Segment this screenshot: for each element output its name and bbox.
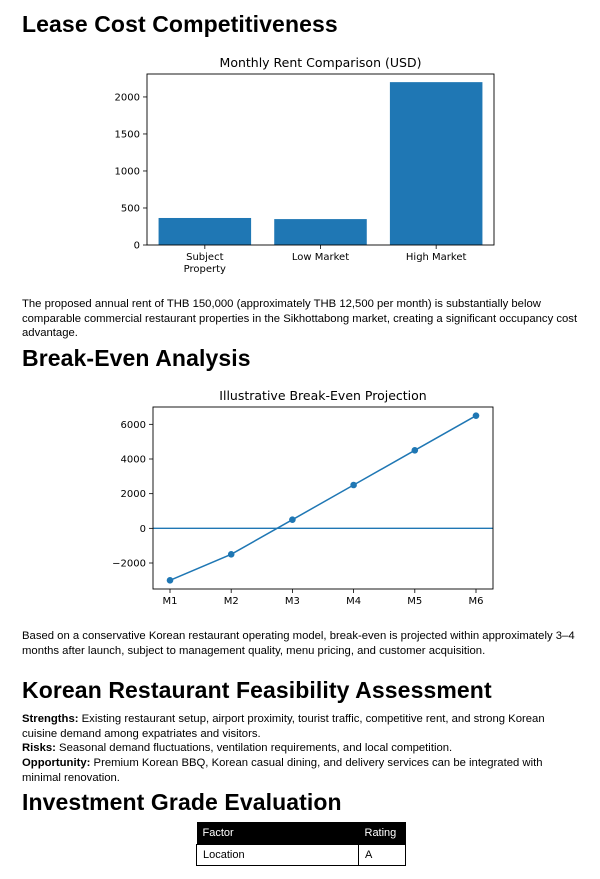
x-tick-label: M5	[407, 596, 423, 607]
x-tick-label: High Market	[405, 252, 467, 263]
breakeven-chart-svg	[0, 383, 600, 613]
data-point	[350, 482, 357, 489]
section-heading-breakeven: Break-Even Analysis	[22, 345, 251, 371]
section-heading-feasibility: Korean Restaurant Feasibility Assessment	[22, 677, 492, 703]
x-tick-label: Low Market	[291, 252, 350, 263]
bar	[390, 82, 483, 245]
y-tick-label: 1000	[114, 166, 140, 178]
table-cell-factor: Location	[197, 845, 359, 866]
table-header-factor: Factor	[197, 822, 359, 845]
opportunity-text: Premium Korean BBQ, Korean casual dining, and delivery services can be integrated with minimal renovation.	[22, 757, 543, 784]
x-tick-label: Property	[183, 264, 226, 275]
data-point	[289, 516, 296, 523]
risks-label: Risks:	[22, 742, 56, 754]
y-tick-label: 1500	[114, 129, 140, 141]
x-tick-label: M2	[223, 596, 239, 607]
x-tick-label: Subject	[186, 252, 224, 263]
x-tick-label: M4	[346, 596, 362, 607]
data-point	[412, 447, 419, 454]
y-tick-label: 500	[120, 203, 140, 215]
investment-grade-table	[196, 822, 406, 866]
y-tick-label: 2000	[114, 92, 140, 104]
bar	[159, 218, 252, 245]
breakeven-paragraph: Based on a conservative Korean restaurant operating model, break-even is projected within approximately 3–4 months after launch, subject to management quality, menu pricing, and customer acquisition.	[22, 630, 575, 657]
y-tick-label: 0	[133, 240, 140, 252]
data-point	[167, 577, 174, 584]
x-tick-label: M1	[162, 596, 178, 607]
y-tick-label: 2000	[120, 489, 146, 501]
risks-paragraph	[22, 741, 582, 756]
table-header-rating: Rating	[359, 822, 406, 845]
series-line	[170, 416, 476, 581]
section-heading-lease: Lease Cost Competitiveness	[22, 11, 338, 37]
rent-comparison-chart	[0, 50, 600, 285]
table-header-row	[197, 822, 406, 845]
strengths-paragraph	[22, 712, 582, 741]
chart-title: Illustrative Break-Even Projection	[219, 388, 427, 403]
breakeven-chart	[0, 383, 600, 613]
section-heading-investment: Investment Grade Evaluation	[22, 789, 342, 815]
strengths-text: Existing restaurant setup, airport proximity, tourist traffic, competitive rent, and strong Korean cuisine demand among expatriates and visitors.	[22, 713, 545, 740]
y-tick-label: 6000	[120, 419, 146, 431]
table-cell-rating: A	[359, 845, 406, 866]
y-tick-label: 0	[139, 523, 146, 535]
x-tick-label: M6	[468, 596, 484, 607]
data-point	[473, 412, 480, 419]
y-tick-label: −2000	[112, 558, 146, 570]
lease-paragraph: The proposed annual rent of THB 150,000 (approximately THB 12,500 per month) is substantially below comparable commercial restaurant properties in the Sikhottabong market, creating a significant occupancy cost advantage.	[22, 298, 578, 339]
data-point	[228, 551, 235, 558]
strengths-label: Strengths:	[22, 713, 79, 725]
opportunity-label: Opportunity:	[22, 757, 91, 769]
x-tick-label: M3	[284, 596, 300, 607]
chart-title: Monthly Rent Comparison (USD)	[219, 55, 422, 70]
opportunity-paragraph	[22, 756, 582, 785]
rent-chart-svg	[0, 50, 600, 285]
risks-text: Seasonal demand fluctuations, ventilation requirements, and local competition.	[55, 742, 453, 754]
y-tick-label: 4000	[120, 454, 146, 466]
bar	[274, 219, 367, 245]
table-row	[197, 845, 406, 866]
